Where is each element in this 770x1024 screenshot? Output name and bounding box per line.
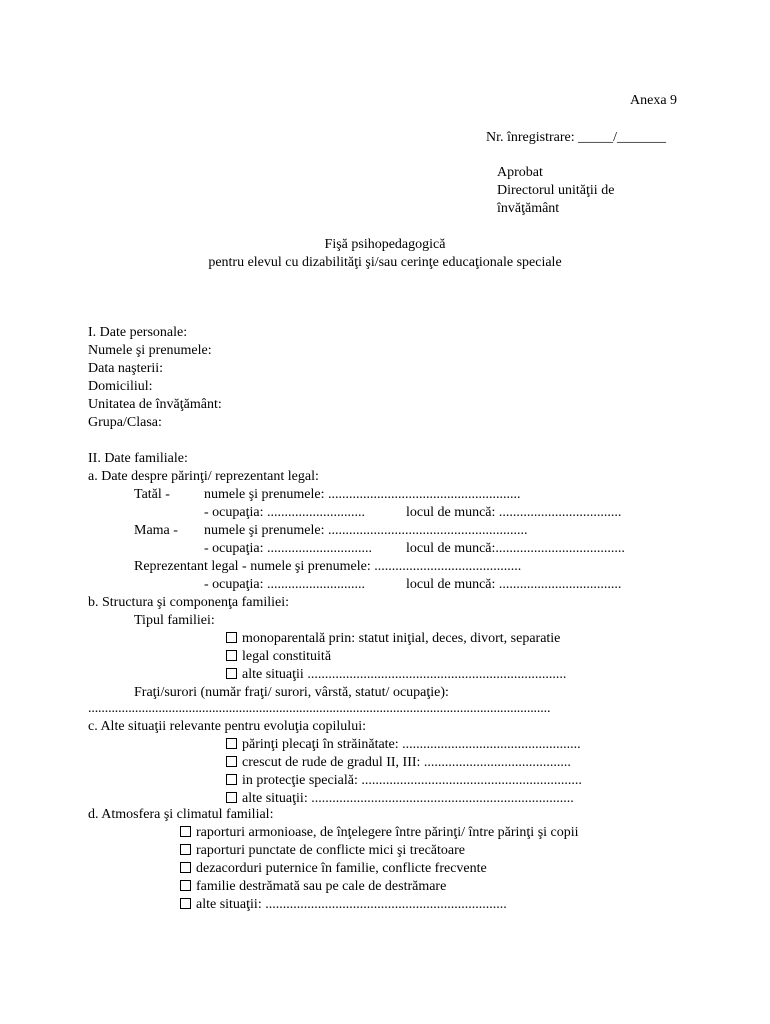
approved-label: Aprobat bbox=[497, 165, 543, 180]
registration-number: Nr. înregistrare: _____/_______ bbox=[486, 130, 667, 145]
mother-workplace-field: locul de muncă:..................................... bbox=[406, 541, 625, 556]
representative-name-field: Reprezentant legal - numele şi prenumele: .......................................... bbox=[134, 559, 522, 574]
climate-option[interactable] bbox=[180, 860, 487, 878]
director-line-2: învăţământ bbox=[497, 201, 560, 216]
checkbox-icon[interactable] bbox=[226, 756, 237, 767]
subsection-d-heading: d. Atmosfera şi climatul familial: bbox=[88, 807, 274, 822]
checkbox-icon[interactable] bbox=[180, 826, 191, 837]
father-occupation-field: - ocupaţia: ............................ bbox=[204, 505, 365, 520]
checkbox-icon[interactable] bbox=[226, 650, 237, 661]
checkbox-icon[interactable] bbox=[226, 668, 237, 679]
situation-option[interactable] bbox=[226, 790, 574, 808]
climate-option-label: alte situaţii: ..................................................................... bbox=[196, 897, 507, 912]
situation-option-label: alte situaţii: ........................................................................... bbox=[242, 791, 574, 806]
subsection-a-heading: a. Date despre părinţi/ reprezentant legal: bbox=[88, 469, 319, 484]
document-title: Fişă psihopedagogică bbox=[324, 237, 446, 252]
situation-option[interactable] bbox=[226, 772, 582, 790]
situation-option-label: părinţi plecaţi în străinătate: ................................................... bbox=[242, 737, 581, 752]
checkbox-icon[interactable] bbox=[180, 844, 191, 855]
climate-option-label: raporturi punctate de conflicte mici şi trecătoare bbox=[196, 843, 465, 858]
father-workplace-field: locul de muncă: ................................... bbox=[406, 505, 622, 520]
field-group: Grupa/Clasa: bbox=[88, 415, 162, 430]
field-birth-date: Data naşterii: bbox=[88, 361, 164, 376]
section-family-heading: II. Date familiale: bbox=[88, 451, 188, 466]
representative-workplace-field: locul de muncă: ................................... bbox=[406, 577, 622, 592]
family-type-option-label: monoparentală prin: statut iniţial, deces, divort, separatie bbox=[242, 631, 561, 646]
climate-option[interactable] bbox=[180, 824, 579, 842]
checkbox-icon[interactable] bbox=[226, 738, 237, 749]
family-type-option-label: legal constituită bbox=[242, 649, 332, 664]
subsection-c-heading: c. Alte situaţii relevante pentru evoluţia copilului: bbox=[88, 719, 366, 734]
family-type-option-label: alte situaţii .......................................................................... bbox=[242, 667, 567, 682]
situation-option[interactable] bbox=[226, 736, 581, 754]
climate-option-label: familie destrămată sau pe cale de destrămare bbox=[196, 879, 447, 894]
family-type-label: Tipul familiei: bbox=[134, 613, 215, 628]
mother-occupation-field: - ocupaţia: .............................. bbox=[204, 541, 372, 556]
situation-option-label: in protecţie specială: ............................................................... bbox=[242, 773, 582, 788]
climate-option[interactable] bbox=[180, 878, 446, 896]
checkbox-icon[interactable] bbox=[226, 774, 237, 785]
field-name: Numele şi prenumele: bbox=[88, 343, 212, 358]
climate-option[interactable] bbox=[180, 896, 507, 914]
father-label: Tatăl - bbox=[134, 487, 170, 502]
climate-option[interactable] bbox=[180, 842, 465, 860]
mother-label: Mama - bbox=[134, 523, 178, 538]
checkbox-icon[interactable] bbox=[180, 880, 191, 891]
checkbox-icon[interactable] bbox=[180, 862, 191, 873]
climate-option-label: dezacorduri puternice în familie, conflicte frecvente bbox=[196, 861, 487, 876]
field-address: Domiciliul: bbox=[88, 379, 153, 394]
climate-option-label: raporturi armonioase, de înţelegere între părinţi/ între părinţi şi copii bbox=[196, 825, 579, 840]
checkbox-icon[interactable] bbox=[180, 898, 191, 909]
annex-label: Anexa 9 bbox=[630, 93, 678, 108]
situation-option[interactable] bbox=[226, 754, 571, 772]
father-name-field: numele şi prenumele: ....................................................... bbox=[204, 487, 521, 502]
family-type-option[interactable] bbox=[226, 630, 560, 648]
representative-occupation-field: - ocupaţia: ............................ bbox=[204, 577, 365, 592]
checkbox-icon[interactable] bbox=[226, 792, 237, 803]
family-type-option[interactable] bbox=[226, 666, 566, 684]
document-subtitle: pentru elevul cu dizabilităţi şi/sau cerinţe educaţionale speciale bbox=[208, 255, 562, 270]
subsection-b-heading: b. Structura şi componenţa familiei: bbox=[88, 595, 290, 610]
field-school: Unitatea de învăţământ: bbox=[88, 397, 222, 412]
siblings-dotted-line: .......................................................................................................................................... bbox=[88, 701, 551, 716]
family-type-option[interactable] bbox=[226, 648, 331, 666]
checkbox-icon[interactable] bbox=[226, 632, 237, 643]
siblings-label: Fraţi/surori (număr fraţi/ surori, vârstă, statut/ ocupaţie): bbox=[134, 685, 449, 700]
section-personal-heading: I. Date personale: bbox=[88, 325, 188, 340]
situation-option-label: crescut de rude de gradul II, III: .......................................... bbox=[242, 755, 571, 770]
director-line-1: Directorul unităţii de bbox=[497, 183, 615, 198]
mother-name-field: numele şi prenumele: ......................................................... bbox=[204, 523, 528, 538]
